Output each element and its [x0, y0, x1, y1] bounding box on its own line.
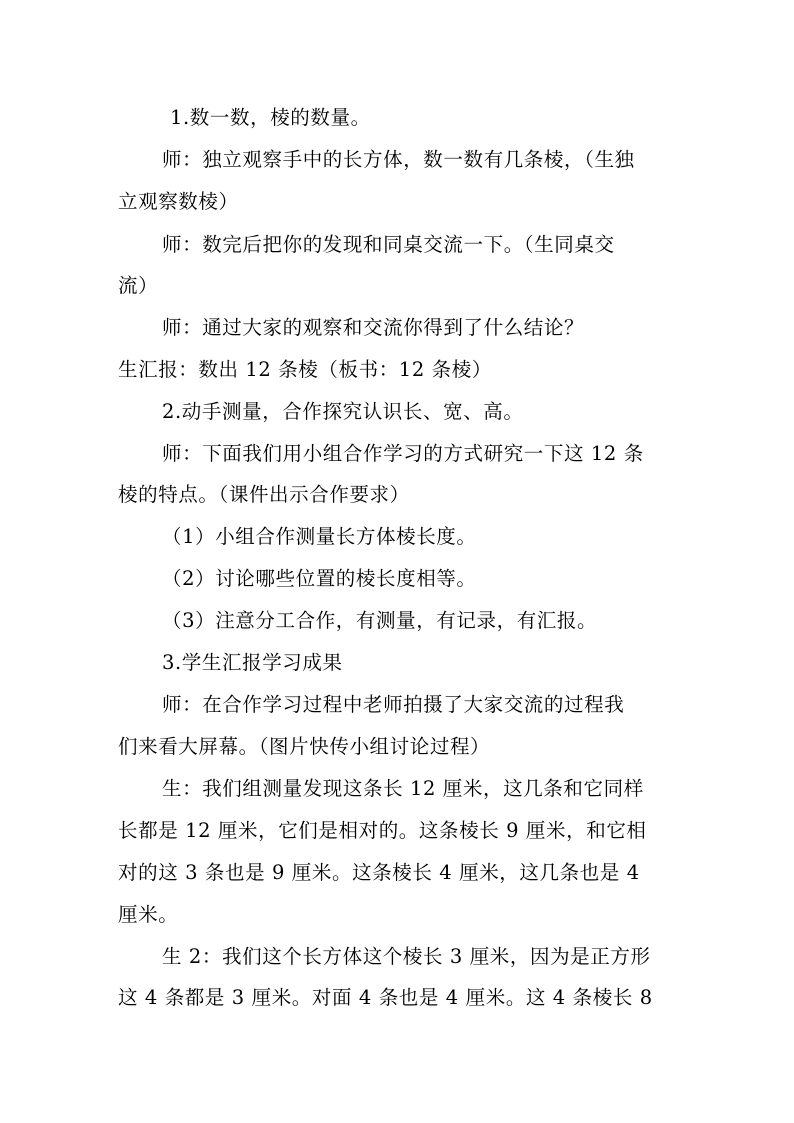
- heading-report: 3.学生汇报学习成果: [162, 651, 343, 674]
- paragraph-line: 师：在合作学习过程中老师拍摄了大家交流的过程我: [162, 693, 625, 716]
- paragraph-line: 生汇报：数出 12 条棱（板书：12 条棱）: [118, 358, 492, 381]
- list-item: （2）讨论哪些位置的棱长度相等。: [162, 567, 477, 590]
- paragraph-line: 长都是 12 厘米，它们是相对的。这条棱长 9 厘米，和它相: [118, 819, 647, 842]
- paragraph-line: 师：独立观察手中的长方体，数一数有几条棱，（生独: [162, 148, 635, 171]
- heading-measure: 2.动手测量，合作探究认识长、宽、高。: [162, 400, 524, 423]
- paragraph-line: 流）: [118, 274, 159, 297]
- paragraph-line: 厘米。: [118, 903, 179, 926]
- heading-count-edges: 1.数一数，棱的数量。: [170, 106, 371, 129]
- paragraph-line: 们来看大屏幕。（图片快传小组讨论过程）: [118, 735, 491, 758]
- list-item: （3）注意分工合作，有测量，有记录，有汇报。: [162, 609, 598, 632]
- paragraph-line: 师：下面我们用小组合作学习的方式研究一下这 12 条: [162, 442, 644, 465]
- paragraph-line: 棱的特点。（课件出示合作要求）: [118, 483, 410, 506]
- list-item: （1）小组合作测量长方体棱长度。: [162, 525, 477, 548]
- paragraph-line: 对的这 3 条也是 9 厘米。这条棱长 4 厘米，这几条也是 4: [118, 861, 640, 884]
- paragraph-line: 这 4 条都是 3 厘米。对面 4 条也是 4 厘米。这 4 条棱长 8: [118, 986, 653, 1009]
- paragraph-line: 师：数完后把你的发现和同桌交流一下。（生同桌交: [162, 233, 615, 256]
- paragraph-line: 生：我们组测量发现这条长 12 厘米，这几条和它同样: [162, 777, 644, 800]
- paragraph-line: 师：通过大家的观察和交流你得到了什么结论？: [162, 316, 585, 339]
- paragraph-line: 立观察数棱）: [118, 190, 239, 213]
- paragraph-line: 生 2：我们这个长方体这个棱长 3 厘米，因为是正方形: [162, 945, 651, 968]
